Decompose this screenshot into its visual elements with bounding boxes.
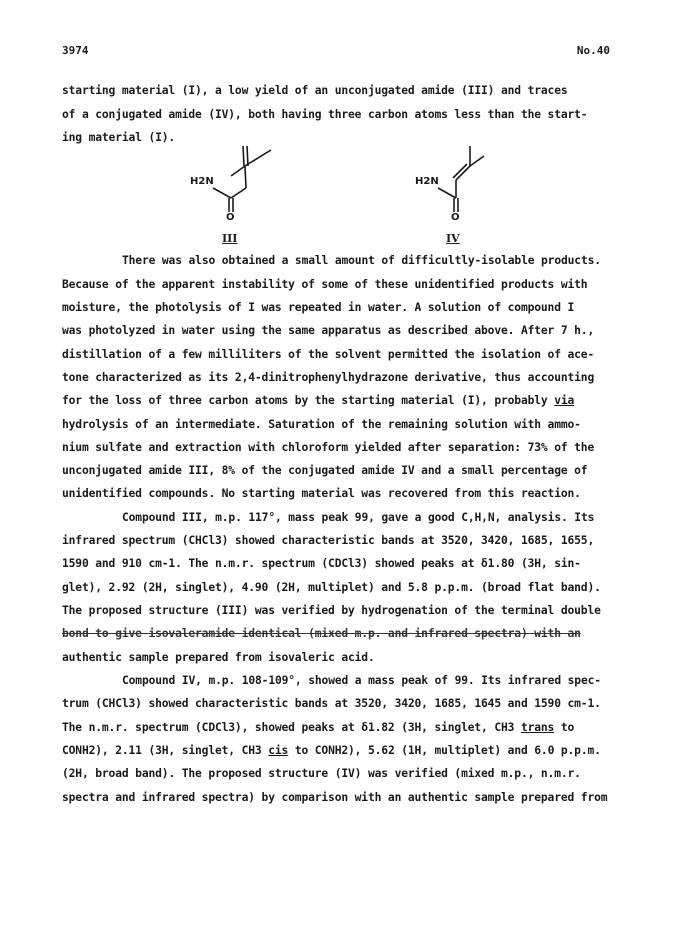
text-line: unconjugated amide III, 8% of the conjugated amide IV and a small percentage of	[62, 464, 588, 477]
text-line: trum (CHCl3) showed characteristic bands at 3520, 3420, 1685, 1645 and 1590 cm-1.	[62, 697, 601, 710]
text-line: Compound IV, m.p. 108-109°, showed a mass peak of 99. Its infrared spec-	[122, 674, 601, 687]
page-number: 3974	[62, 44, 89, 57]
text-line	[62, 394, 574, 407]
text-line: Compound III, m.p. 117°, mass peak 99, gave a good C,H,N, analysis. Its	[122, 511, 595, 524]
text-line: infrared spectrum (CHCl3) showed characteristic bands at 3520, 3420, 1685, 1655,	[62, 534, 595, 547]
text-line: authentic sample prepared from isovaleric acid.	[62, 651, 375, 664]
text-line: of a conjugated amide (IV), both having three carbon atoms less than the start-	[62, 108, 588, 121]
text-line: starting material (I), a low yield of an unconjugated amide (III) and traces	[62, 84, 568, 97]
text-fragment: for the loss of three carbon atoms by the starting material (I), probably	[62, 394, 555, 407]
structure-iv	[410, 142, 520, 242]
text-fragment: to CONH2), 5.62 (1H, multiplet) and 6.0 p.p.m.	[288, 744, 601, 757]
structure-iii-drawing	[185, 142, 295, 242]
text-line	[62, 721, 574, 734]
text-fragment: to	[554, 721, 575, 734]
italic-via: via	[554, 394, 575, 407]
text-line: (2H, broad band). The proposed structure (IV) was verified (mixed m.p., n.m.r.	[62, 767, 581, 780]
text-line: Because of the apparent instability of some of these unidentified products with	[62, 278, 588, 291]
text-line: distillation of a few milliliters of the solvent permitted the isolation of ace-	[62, 348, 595, 361]
issue-number: No.40	[576, 44, 610, 57]
italic-cis: cis	[268, 744, 289, 757]
text-fragment: The n.m.r. spectrum (CDCl3), showed peaks at δ1.82 (3H, singlet, CH3	[62, 721, 521, 734]
text-line	[62, 744, 601, 757]
text-line-struck: bond to give isovaleramide identical (mixed m.p. and infrared spectra) with an	[62, 627, 581, 640]
text-line: moisture, the photolysis of I was repeated in water. A solution of compound I	[62, 301, 575, 314]
structure-iii	[185, 142, 295, 242]
structure-label-iii: III	[222, 232, 238, 245]
oxygen-label: O	[451, 212, 460, 223]
text-line: spectra and infrared spectra) by comparison with an authentic sample prepared from	[62, 791, 608, 804]
amine-label: H2N	[190, 176, 214, 187]
text-line: nium sulfate and extraction with chloroform yielded after separation: 73% of the	[62, 441, 595, 454]
text-line: ing material (I).	[62, 131, 176, 144]
text-fragment: CONH2), 2.11 (3H, singlet, CH3	[62, 744, 269, 757]
structure-iv-drawing	[410, 142, 520, 242]
italic-trans: trans	[520, 721, 555, 734]
text-line: 1590 and 910 cm-1. The n.m.r. spectrum (CDCl3) showed peaks at δ1.80 (3H, sin-	[62, 557, 581, 570]
structure-label-iv: IV	[446, 232, 460, 245]
text-line: hydrolysis of an intermediate. Saturation of the remaining solution with ammo-	[62, 418, 581, 431]
text-line: unidentified compounds. No starting material was recovered from this reaction.	[62, 487, 581, 500]
text-line: glet), 2.92 (2H, singlet), 4.90 (2H, multiplet) and 5.8 p.p.m. (broad flat band).	[62, 581, 601, 594]
text-line: tone characterized as its 2,4-dinitrophenylhydrazone derivative, thus accounting	[62, 371, 595, 384]
text-line: The proposed structure (III) was verified by hydrogenation of the terminal double	[62, 604, 601, 617]
oxygen-label: O	[226, 212, 235, 223]
amine-label: H2N	[415, 176, 439, 187]
text-line: was photolyzed in water using the same apparatus as described above. After 7 h.,	[62, 324, 595, 337]
text-line: There was also obtained a small amount of difficultly-isolable products.	[122, 254, 601, 267]
